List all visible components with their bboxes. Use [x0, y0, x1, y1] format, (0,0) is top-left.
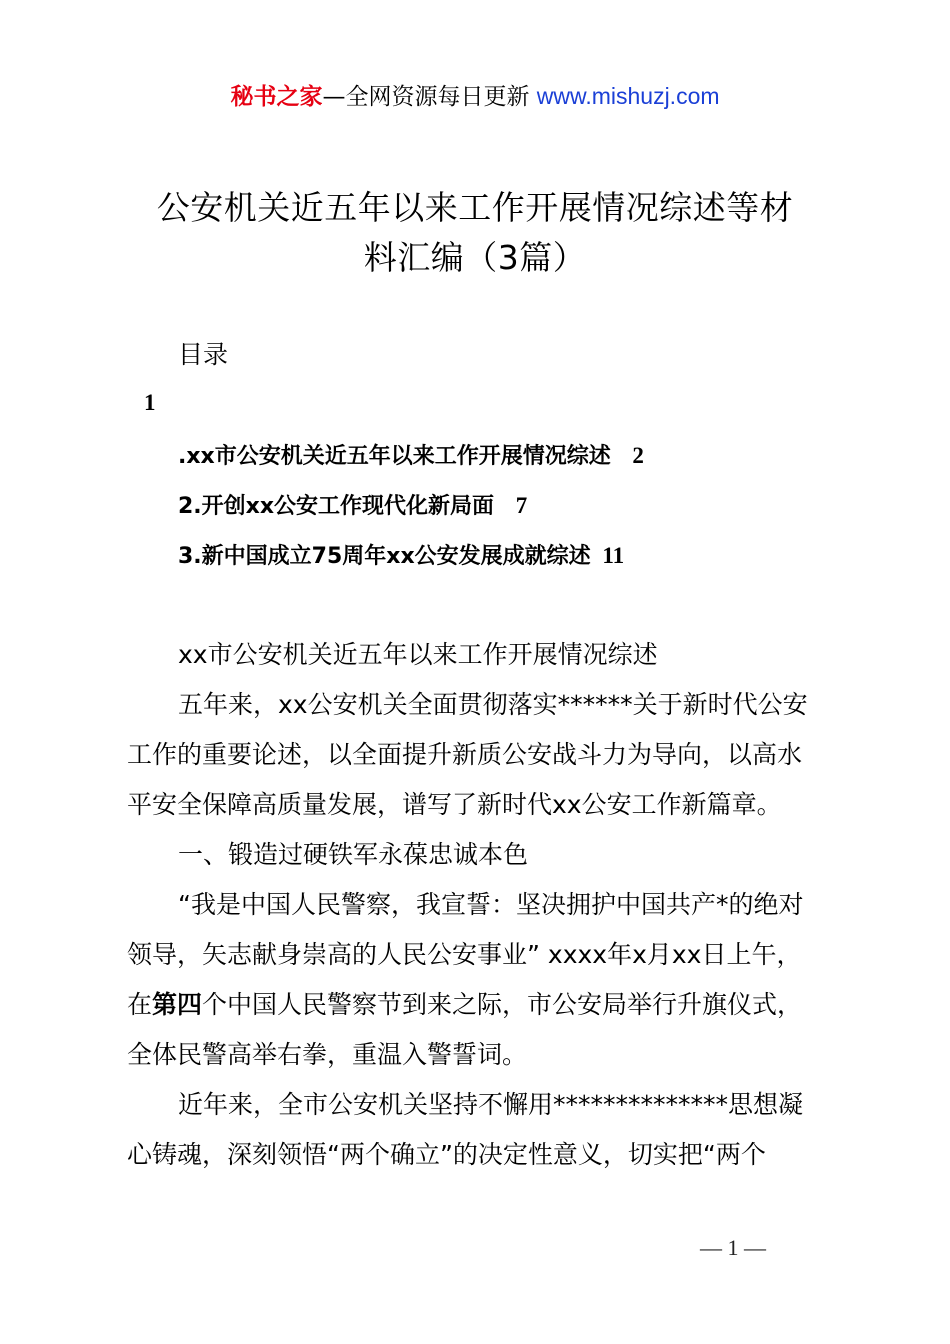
- toc-item-1[interactable]: [178, 440, 644, 473]
- banner-tagline: —全网资源每日更新: [322, 84, 537, 110]
- banner-url-link[interactable]: www.mishuzj.com: [536, 83, 720, 109]
- paragraph-2-line-3: [127, 988, 802, 1022]
- paragraph-3-line-2: 心铸魂，深刻领悟“两个确立”的决定性意义，切实把“两个: [127, 1140, 766, 1169]
- document-title-line-1: 公安机关近五年以来工作开展情况综述等材: [156, 188, 794, 227]
- toc-item-3[interactable]: [178, 540, 624, 573]
- toc-item-1-text: .xx市公安机关近五年以来工作开展情况综述: [178, 444, 611, 469]
- paragraph-2-line-3-prefix: 在: [127, 990, 153, 1019]
- banner-brand: 秘书之家: [230, 84, 323, 110]
- toc-item-2[interactable]: [178, 490, 527, 523]
- document-title-line-2: 料汇编（3篇）: [363, 238, 587, 277]
- toc-item-2-text: 2.开创xx公安工作现代化新局面: [178, 494, 495, 519]
- toc-item-3-page: 11: [602, 543, 625, 568]
- paragraph-1-line-3: 平安全保障高质量发展，谱写了新时代xx公安工作新篇章。: [127, 790, 782, 819]
- paragraph-1-line-1: 五年来，xx公安机关全面贯彻落实******关于新时代公安: [178, 690, 808, 719]
- paragraph-2-line-1: “我是中国人民警察，我宣誓：坚决拥护中国共产*的绝对: [178, 890, 804, 919]
- toc-heading: 目录: [178, 340, 229, 369]
- paragraph-2-line-3-bold: 第四: [152, 990, 203, 1019]
- paragraph-2-line-3-rest: 个中国人民警察节到来之际，市公安局举行升旗仪式，: [202, 990, 803, 1019]
- paragraph-3-line-1: 近年来，全市公安机关坚持不懈用**************思想凝: [178, 1090, 804, 1119]
- toc-item-1-page: 2: [632, 443, 644, 468]
- page-number: — 1 —: [700, 1235, 766, 1260]
- toc-item-2-page: 7: [515, 493, 528, 518]
- site-banner: [0, 80, 950, 113]
- toc-item-1-number: 1: [144, 390, 156, 415]
- section-heading-1: 一、锻造过硬铁军永葆忠诚本色: [178, 840, 529, 869]
- paragraph-2-line-2: 领导，矢志献身崇高的人民公安事业” xxxx年x月xx日上午，: [127, 940, 802, 969]
- paragraph-2-line-4: 全体民警高举右拳，重温入警誓词。: [127, 1040, 528, 1069]
- paragraph-1-line-2: 工作的重要论述，以全面提升新质公安战斗力为导向，以高水: [127, 740, 803, 769]
- toc-item-3-text: 3.新中国成立75周年xx公安发展成就综述: [178, 544, 591, 569]
- article-title: xx市公安机关近五年以来工作开展情况综述: [178, 640, 658, 669]
